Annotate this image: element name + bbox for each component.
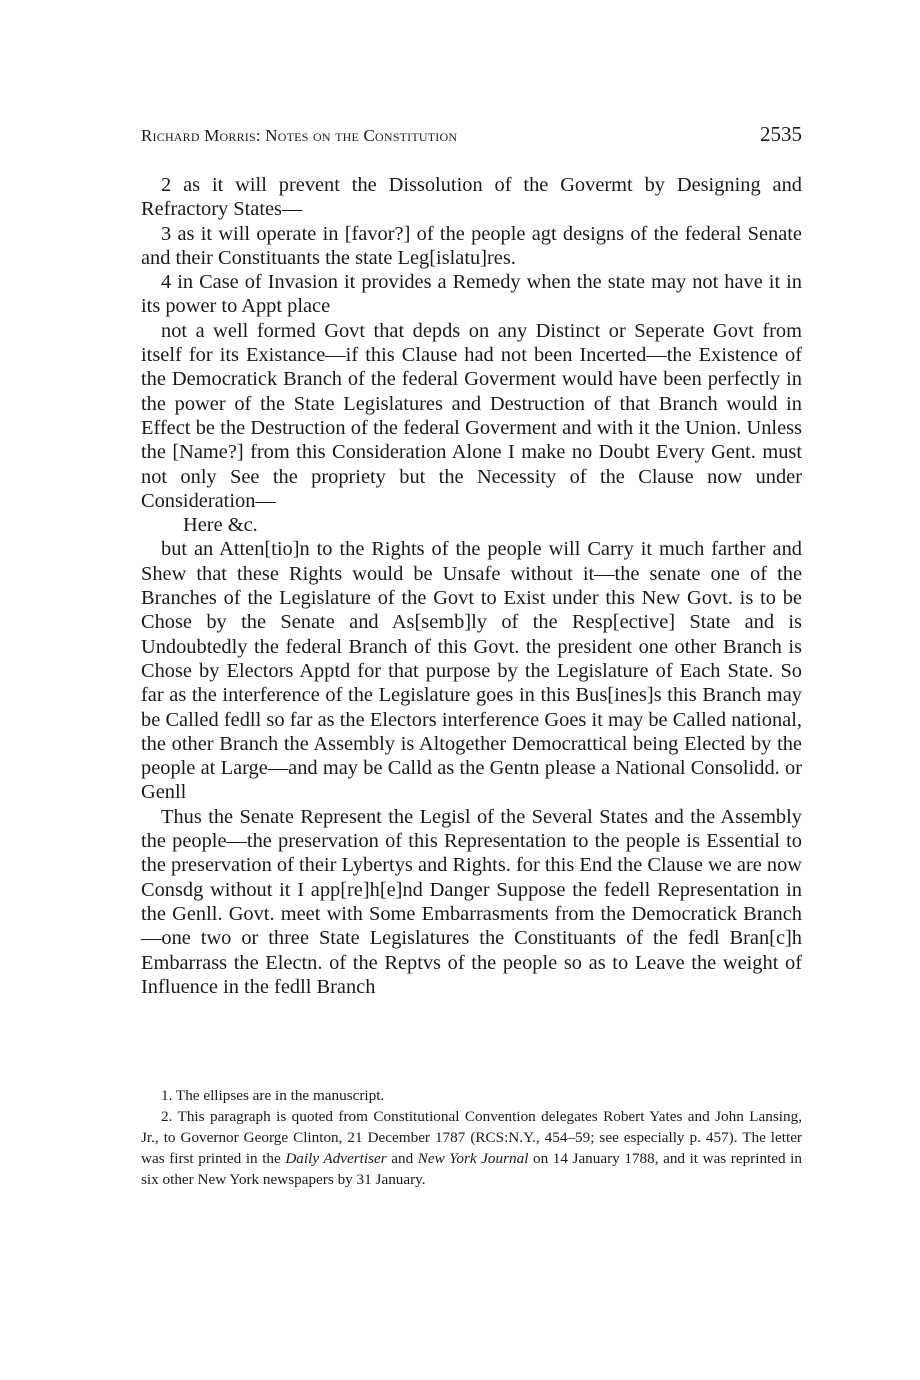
footnote-2-text: on 14 January 1788, and it was reprinted in six other New York newspapers by 31 January. <box>141 1150 802 1188</box>
paragraph: but an Atten[tio]n to the Rights of the people will Carry it much farther and Shew that these Rights would be Unsafe without it—the senate one of the Branches of the Legislature of the Govt to Exist under this New Govt. is to be Chose by the Senate and As[semb]ly of the Resp[ective] State and is Undoubtedly the federal Branch of this Govt. the president one other Branch is Chose by Electors Apptd for that purpose by the Legislature of Each State. So far as the interference of the Legislature goes in this Bus[ines]s this Branch may be Called fedll so far as the Electors interference Goes it may be Called national, the other Branch the Assembly is Altogether Democrattical being Elected by the people at Large—and may be Calld as the Gentn please a National Consolidd. or Genll <box>141 538 802 804</box>
paragraph: Here &c. <box>183 514 258 537</box>
paragraph: not a well formed Govt that depds on any Distinct or Seperate Govt from itself for its Existance—if this Clause had not been Incerted—the Existence of the Democratick Branch of the federal Goverment would have been perfectly in the power of the State Legislatures and Destruction of that Branch would in Effect be the Destruction of the federal Goverment and with it the Union. Unless the [Name?] from this Consideration Alone I make no Doubt Every Gent. must not only See the propriety but the Necessity of the Clause now under Consideration— <box>141 319 802 512</box>
main-text <box>141 173 802 999</box>
footnote-1: 1. The ellipses are in the manuscript. <box>161 1087 385 1104</box>
footnotes <box>141 1085 802 1190</box>
footnote-2-text: and <box>386 1150 418 1167</box>
paragraph: 4 in Case of Invasion it provides a Remedy when the state may not have it in its power to Appt place <box>141 271 802 318</box>
paragraph: 2 as it will prevent the Dissolution of the Govermt by Designing and Refractory States— <box>141 174 802 221</box>
newspaper-title: Daily Advertiser <box>285 1150 387 1167</box>
running-title: Richard Morris: Notes on the Constitution <box>141 126 458 145</box>
footnote-2-text: 2. This paragraph is quoted from Constitutional Convention delegates Robert Yates and John Lansing, Jr., to Governor George Clinton, 21 December 1787 (RCS:N.Y., 454–59; see especially p. 457). The letter was first printed in the <box>141 1108 802 1167</box>
running-head <box>141 122 802 147</box>
paragraph: Thus the Senate Represent the Legisl of the Several States and the Assembly the people—the preservation of this Representation to the people is Essential to the preservation of their Lybertys and Rights. for this End the Clause we are now Consdg without it I app[re]h[e]nd Danger Suppose the fedell Representation in the Genll. Govt. meet with Some Embarrasments from the Democratick Branch—one two or three State Legislatures the Constituants of the fedl Bran[c]h Embarrass the Electn. of the Reptvs of the people so as to Leave the weight of Influence in the fedll Branch <box>141 805 802 998</box>
page-number: 2535 <box>760 122 802 146</box>
footnote-2 <box>141 1106 802 1190</box>
paragraph: 3 as it will operate in [favor?] of the people agt designs of the federal Senate and their Constituants the state Leg[islatu]res. <box>141 222 802 269</box>
newspaper-title: New York Journal <box>417 1150 529 1167</box>
